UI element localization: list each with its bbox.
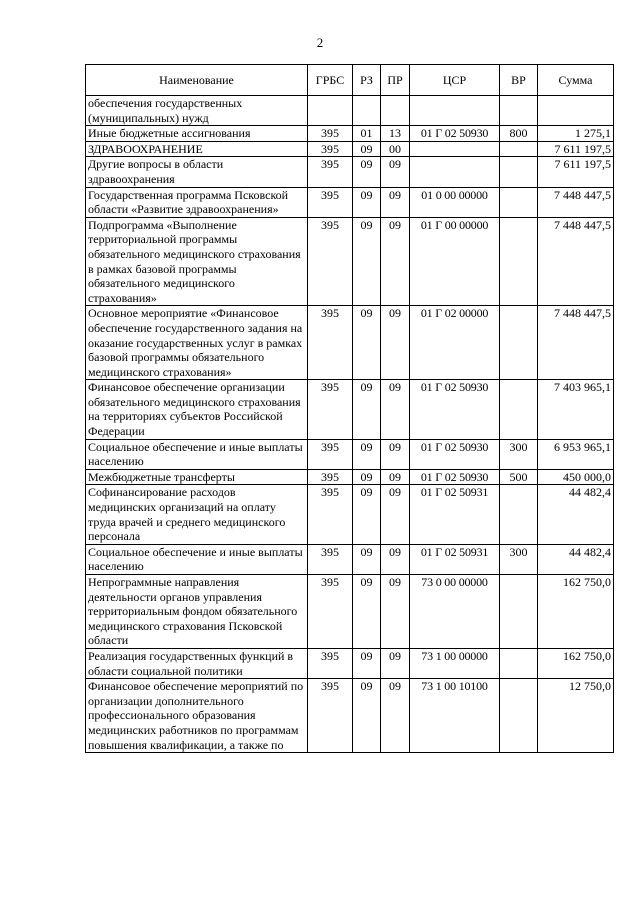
cell-csr: 01 Г 02 50930 (410, 380, 500, 439)
table-header-row (86, 65, 614, 96)
cell-grbs: 395 (308, 485, 353, 544)
table-row (86, 126, 614, 142)
cell-name: Социальное обеспечение и иные выплаты населению (86, 439, 308, 469)
cell-grbs: 395 (308, 187, 353, 217)
cell-grbs: 395 (308, 439, 353, 469)
column-header-pr: ПР (381, 65, 410, 96)
cell-csr: 01 0 00 00000 (410, 187, 500, 217)
cell-name: Финансовое обеспечение организации обязательного медицинского страхования на территориях субъектов Российской Федерации (86, 380, 308, 439)
cell-grbs: 395 (308, 380, 353, 439)
cell-name: Другие вопросы в области здравоохранения (86, 157, 308, 187)
cell-pr: 13 (381, 126, 410, 142)
cell-vr (500, 648, 538, 678)
cell-csr: 01 Г 02 50931 (410, 485, 500, 544)
cell-rz: 09 (353, 679, 381, 753)
cell-sum: 1 275,1 (538, 126, 614, 142)
cell-vr (500, 187, 538, 217)
cell-rz: 09 (353, 648, 381, 678)
cell-csr: 73 1 00 00000 (410, 648, 500, 678)
cell-sum: 7 611 197,5 (538, 157, 614, 187)
cell-grbs: 395 (308, 141, 353, 157)
cell-grbs: 395 (308, 575, 353, 649)
table-row (86, 648, 614, 678)
cell-vr: 300 (500, 544, 538, 574)
cell-vr (500, 217, 538, 306)
cell-csr: 01 Г 02 50931 (410, 544, 500, 574)
cell-csr (410, 157, 500, 187)
cell-vr (500, 96, 538, 126)
table-row (86, 439, 614, 469)
cell-name: Софинансирование расходов медицинских организаций на оплату труда врачей и среднего медицинского персонала (86, 485, 308, 544)
cell-rz: 09 (353, 439, 381, 469)
cell-sum: 162 750,0 (538, 648, 614, 678)
cell-grbs: 395 (308, 126, 353, 142)
cell-grbs: 395 (308, 157, 353, 187)
cell-sum: 450 000,0 (538, 469, 614, 485)
cell-name: Социальное обеспечение и иные выплаты населению (86, 544, 308, 574)
column-header-vr: ВР (500, 65, 538, 96)
cell-rz: 09 (353, 575, 381, 649)
cell-rz: 09 (353, 217, 381, 306)
cell-grbs: 395 (308, 306, 353, 380)
cell-name: обеспечения государственных (муниципальных) нужд (86, 96, 308, 126)
cell-grbs: 395 (308, 544, 353, 574)
cell-rz: 01 (353, 126, 381, 142)
cell-sum (538, 96, 614, 126)
budget-table (85, 64, 614, 753)
page-number: 2 (316, 35, 324, 50)
cell-csr: 01 Г 02 50930 (410, 469, 500, 485)
cell-vr: 800 (500, 126, 538, 142)
cell-vr (500, 485, 538, 544)
cell-grbs: 395 (308, 469, 353, 485)
cell-csr: 01 Г 02 50930 (410, 126, 500, 142)
cell-sum: 12 750,0 (538, 679, 614, 753)
table-row (86, 157, 614, 187)
cell-sum: 7 403 965,1 (538, 380, 614, 439)
cell-sum: 44 482,4 (538, 485, 614, 544)
cell-csr: 01 Г 02 00000 (410, 306, 500, 380)
cell-pr: 09 (381, 187, 410, 217)
cell-csr: 73 1 00 10100 (410, 679, 500, 753)
cell-vr (500, 679, 538, 753)
cell-name: Финансовое обеспечение мероприятий по организации дополнительного профессионального образования медицинских работников по программам повышения квалификации, а также по (86, 679, 308, 753)
cell-pr: 09 (381, 217, 410, 306)
cell-rz: 09 (353, 306, 381, 380)
cell-grbs: 395 (308, 679, 353, 753)
cell-name: ЗДРАВООХРАНЕНИЕ (86, 141, 308, 157)
cell-rz (353, 96, 381, 126)
cell-csr (410, 96, 500, 126)
cell-pr: 00 (381, 141, 410, 157)
column-header-sum: Сумма (538, 65, 614, 96)
cell-vr (500, 380, 538, 439)
cell-name: Реализация государственных функций в области социальной политики (86, 648, 308, 678)
cell-sum: 7 448 447,5 (538, 187, 614, 217)
cell-rz: 09 (353, 485, 381, 544)
cell-rz: 09 (353, 157, 381, 187)
cell-name: Непрограммные направления деятельности органов управления территориальным фондом обязательного медицинского страхования Псковской области (86, 575, 308, 649)
cell-vr (500, 157, 538, 187)
cell-vr (500, 575, 538, 649)
table-row (86, 217, 614, 306)
cell-rz: 09 (353, 141, 381, 157)
cell-vr: 300 (500, 439, 538, 469)
cell-pr: 09 (381, 439, 410, 469)
column-header-grbs: ГРБС (308, 65, 353, 96)
cell-pr: 09 (381, 544, 410, 574)
cell-name: Основное мероприятие «Финансовое обеспечение государственного задания на оказание государственных услуг в рамках базовой программы обязательного медицинского страхования» (86, 306, 308, 380)
cell-vr: 500 (500, 469, 538, 485)
cell-name: Государственная программа Псковской области «Развитие здравоохранения» (86, 187, 308, 217)
table-body (86, 96, 614, 753)
cell-grbs: 395 (308, 648, 353, 678)
cell-sum: 7 448 447,5 (538, 306, 614, 380)
cell-pr: 09 (381, 648, 410, 678)
cell-csr: 73 0 00 00000 (410, 575, 500, 649)
cell-sum: 44 482,4 (538, 544, 614, 574)
cell-rz: 09 (353, 380, 381, 439)
cell-name: Подпрограмма «Выполнение территориальной программы обязательного медицинского страхования в рамках базовой программы обязательного медицинского страхования» (86, 217, 308, 306)
table-row (86, 380, 614, 439)
cell-sum: 6 953 965,1 (538, 439, 614, 469)
cell-vr (500, 306, 538, 380)
table-row (86, 306, 614, 380)
cell-pr: 09 (381, 469, 410, 485)
cell-rz: 09 (353, 187, 381, 217)
column-header-name: Наименование (86, 65, 308, 96)
cell-pr: 09 (381, 679, 410, 753)
column-header-rz: РЗ (353, 65, 381, 96)
cell-csr: 01 Г 00 00000 (410, 217, 500, 306)
cell-vr (500, 141, 538, 157)
cell-pr: 09 (381, 157, 410, 187)
cell-sum: 7 448 447,5 (538, 217, 614, 306)
cell-grbs (308, 96, 353, 126)
cell-pr: 09 (381, 485, 410, 544)
cell-pr: 09 (381, 575, 410, 649)
table-row (86, 469, 614, 485)
table-row (86, 575, 614, 649)
cell-name: Иные бюджетные ассигнования (86, 126, 308, 142)
table-row (86, 96, 614, 126)
cell-sum: 7 611 197,5 (538, 141, 614, 157)
cell-name: Межбюджетные трансферты (86, 469, 308, 485)
cell-csr (410, 141, 500, 157)
cell-pr: 09 (381, 306, 410, 380)
cell-rz: 09 (353, 469, 381, 485)
table-row (86, 679, 614, 753)
cell-pr: 09 (381, 380, 410, 439)
cell-rz: 09 (353, 544, 381, 574)
table-row (86, 544, 614, 574)
table-row (86, 485, 614, 544)
cell-csr: 01 Г 02 50930 (410, 439, 500, 469)
cell-sum: 162 750,0 (538, 575, 614, 649)
cell-pr (381, 96, 410, 126)
table-row (86, 187, 614, 217)
column-header-csr: ЦСР (410, 65, 500, 96)
table-row (86, 141, 614, 157)
cell-grbs: 395 (308, 217, 353, 306)
